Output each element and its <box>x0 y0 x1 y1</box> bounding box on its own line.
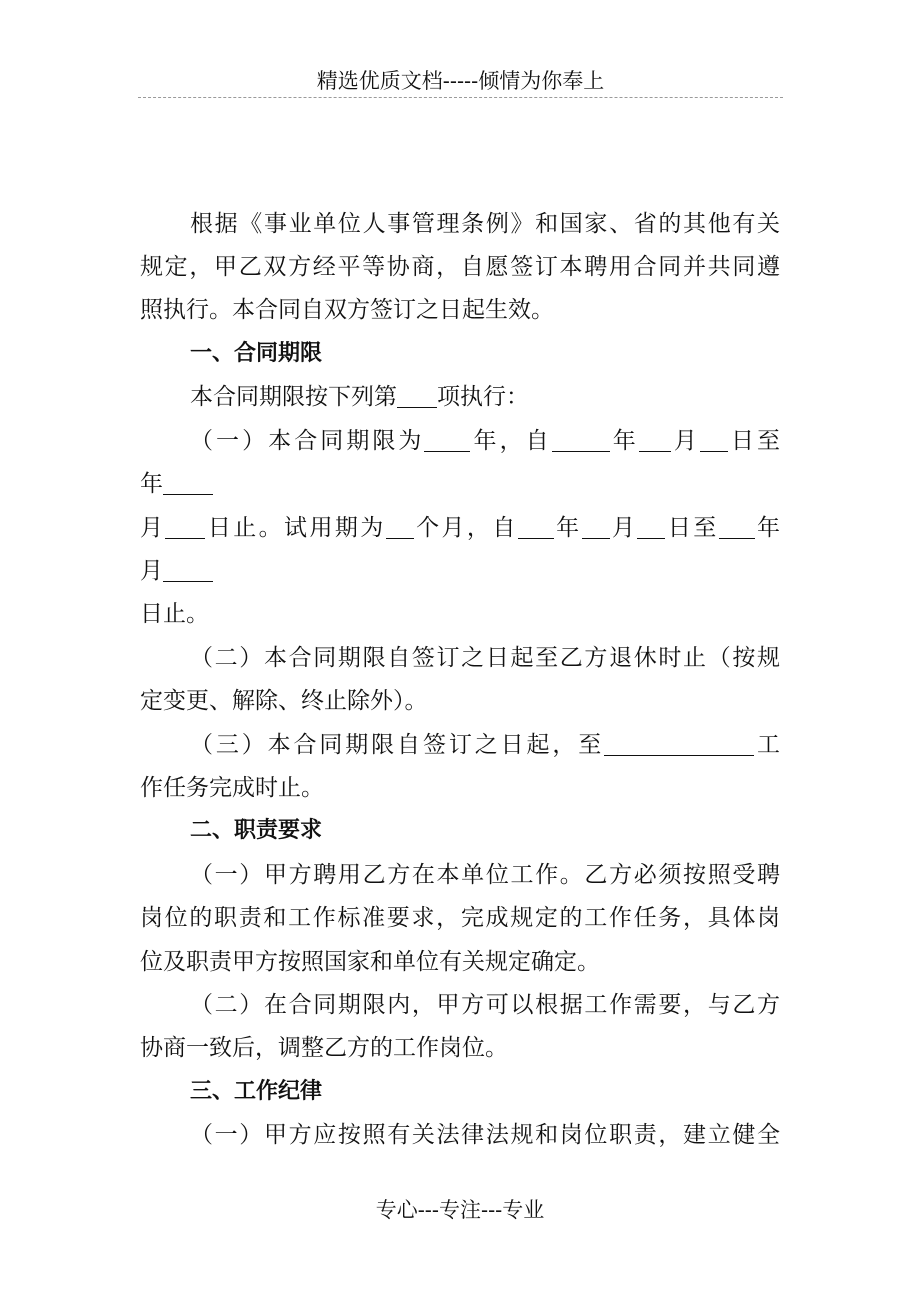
header-divider <box>138 97 783 98</box>
option-1-text: 年 <box>609 428 639 454</box>
duty-1-line-1: （一）甲方聘用乙方在本单位工作。乙方必须按照受聘 <box>190 862 780 888</box>
option-1-text: 月 <box>140 515 166 541</box>
blank-start-day <box>700 427 728 452</box>
option-1-text: 年 <box>754 515 781 541</box>
blank-task <box>604 731 754 756</box>
option-1-line-3 <box>140 513 780 543</box>
option-1-line-1 <box>190 426 780 456</box>
duty-2-line-1: （二）在合同期限内，甲方可以根据工作需要，与乙方 <box>190 992 780 1018</box>
intro-line-1: 根据《事业单位人事管理条例》和国家、省的其他有关 <box>190 211 780 237</box>
option-1-text: 日至 <box>727 428 781 454</box>
blank-probation-start-year <box>518 514 554 539</box>
intro-line-2: 规定，甲乙双方经平等协商，自愿签订本聘用合同并共同遵 <box>140 254 780 280</box>
section-2-heading: 二、职责要求 <box>190 818 323 843</box>
option-3-text: 工 <box>754 732 781 758</box>
option-3-text: （三）本合同期限自签订之日起，至 <box>190 732 605 758</box>
blank-probation-start-day <box>637 514 665 539</box>
option-2-line-2: 定变更、解除、终止除外）。 <box>140 688 428 714</box>
discipline-1-line-1: （一）甲方应按照有关法律法规和岗位职责，建立健全 <box>190 1122 780 1148</box>
duty-1-line-2: 岗位的职责和工作标准要求，完成规定的工作任务，具体岗 <box>140 905 780 931</box>
option-1-text: 月 <box>609 515 638 541</box>
term-choice-text: 本合同期限按下列第 <box>190 384 397 410</box>
term-choice-text-end: 项执行： <box>437 384 529 410</box>
intro-line-3: 照执行。本合同自双方签订之日起生效。 <box>140 297 554 323</box>
option-3-line-2: 作任务完成时止。 <box>140 775 324 801</box>
blank-start-year <box>552 427 610 452</box>
option-1-text: 个月，自 <box>413 515 518 541</box>
duty-2-line-2: 协商一致后，调整乙方的工作岗位。 <box>140 1035 508 1061</box>
option-1-text: 月 <box>670 428 700 454</box>
blank-years <box>424 427 470 452</box>
blank-end-year <box>163 470 213 495</box>
blank-start-month <box>639 427 671 452</box>
term-choice-line <box>190 382 830 412</box>
blank-probation-months <box>386 514 414 539</box>
option-1-text: 年，自 <box>470 428 552 454</box>
option-3-line-1 <box>190 730 780 760</box>
option-1-text: 日止。试用期为 <box>205 515 386 541</box>
option-1-text: 年 <box>140 471 163 497</box>
page-footer: 专心---专注---专业 <box>375 1198 545 1222</box>
option-1-line-5: 日止。 <box>140 601 209 627</box>
section-1-heading: 一、合同期限 <box>190 341 323 366</box>
option-1-text: 月 <box>140 558 163 584</box>
option-1-text: 年 <box>553 515 582 541</box>
option-1-text: （一）本合同期限为 <box>190 428 425 454</box>
blank-probation-end-year <box>719 514 755 539</box>
option-1-line-2 <box>140 469 780 499</box>
option-2-line-1: （二）本合同期限自签订之日起至乙方退休时止（按规 <box>190 645 780 671</box>
duty-1-line-3: 位及职责甲方按照国家和单位有关规定确定。 <box>140 949 600 975</box>
term-choice-blank <box>397 383 437 408</box>
blank-probation-start-month <box>582 514 610 539</box>
section-3-heading: 三、工作纪律 <box>190 1079 323 1104</box>
option-1-line-4 <box>140 556 780 586</box>
page-header: 精选优质文档-----倾情为你奉上 <box>316 69 605 93</box>
option-1-text: 日至 <box>665 515 719 541</box>
blank-probation-end-month <box>163 557 213 582</box>
blank-end-month <box>165 514 205 539</box>
